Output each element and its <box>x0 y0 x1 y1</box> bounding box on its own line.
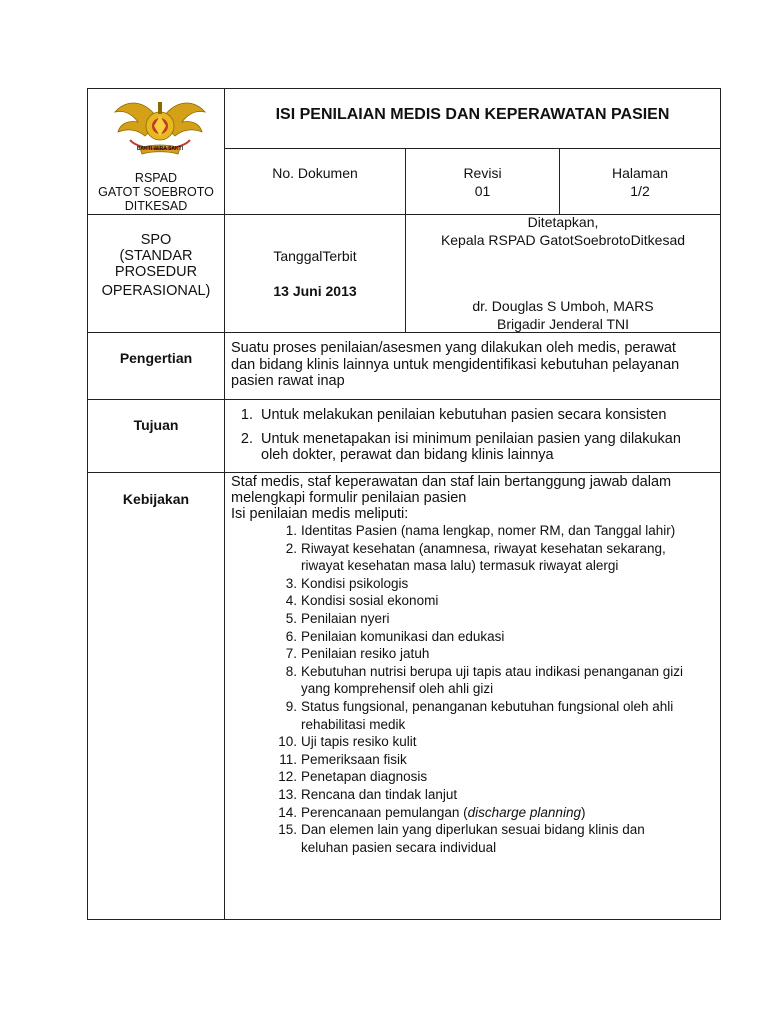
kebijakan-item <box>277 522 717 540</box>
kebijakan-item-number: 1. <box>285 523 297 538</box>
kebijakan-item-number: 8. <box>285 663 297 679</box>
kebijakan-item <box>277 663 717 698</box>
kebijakan-intro-line2: melengkapi formulir penilaian pasien <box>231 490 467 506</box>
kebijakan-item <box>277 540 717 575</box>
kebijakan-item-text: Identitas Pasien (nama lengkap, nomer RM, dan Tanggal lahir) <box>301 523 676 538</box>
column-divider <box>224 88 225 920</box>
document-title: ISI PENILAIAN MEDIS DAN KEPERAWATAN PASIEN <box>275 106 670 123</box>
kebijakan-item-number: 12. <box>278 769 297 785</box>
kebijakan-intro-line1: Staf medis, staf keperawatan dan staf lain bertanggung jawab dalam <box>231 474 672 490</box>
kebijakan-item <box>277 698 717 733</box>
rspad-logo-icon <box>110 92 210 164</box>
pengertian-text-line3: pasien rawat inap <box>231 373 345 389</box>
kebijakan-item <box>277 821 717 856</box>
spo-line2: (STANDAR <box>119 248 193 264</box>
org-name-line3: DITKESAD <box>124 199 188 213</box>
kebijakan-item <box>277 786 717 804</box>
org-name-line1: RSPAD <box>134 171 178 185</box>
column-divider <box>559 148 560 215</box>
tanggal-terbit-label: TanggalTerbit <box>273 248 357 264</box>
kebijakan-item-text-cont: yang komprehensif oleh ahli gizi <box>301 681 494 697</box>
row-divider <box>87 399 721 400</box>
kebijakan-item-text: Uji tapis resiko kulit <box>301 734 417 750</box>
kebijakan-item <box>277 768 717 786</box>
kebijakan-item-text-cont: keluhan pasien secara individual <box>301 839 497 855</box>
kebijakan-item-text-cont: riwayat kesehatan masa lalu) termasuk riwayat alergi <box>301 558 619 574</box>
spo-line1: SPO <box>140 232 172 248</box>
spo-line4: OPERASIONAL) <box>101 283 211 299</box>
kebijakan-intro-line3: Isi penilaian medis meliputi: <box>231 506 409 522</box>
kebijakan-item <box>277 645 717 663</box>
row-divider <box>224 148 721 149</box>
kebijakan-item-number: 2. <box>285 540 297 556</box>
pengertian-text-line2: dan bidang klinis lainnya untuk mengidentifikasi kebutuhan pelayanan <box>231 357 680 373</box>
row-divider <box>87 472 721 473</box>
signer-name: dr. Douglas S Umboh, MARS <box>472 298 654 314</box>
table-border-top <box>87 88 721 89</box>
kebijakan-item-number: 6. <box>285 628 297 644</box>
kebijakan-item-number: 14. <box>278 804 297 820</box>
revisi-label: Revisi <box>463 165 502 181</box>
kebijakan-item <box>277 751 717 769</box>
spo-line3: PROSEDUR <box>114 264 198 280</box>
table-border-bottom <box>87 919 721 920</box>
kebijakan-item <box>277 592 717 610</box>
kebijakan-item-text: Status fungsional, penanganan kebutuhan fungsional oleh ahli <box>301 698 674 714</box>
kebijakan-item-number: 15. <box>278 822 297 838</box>
kebijakan-label: Kebijakan <box>122 491 190 507</box>
halaman-label: Halaman <box>611 165 669 181</box>
kebijakan-item <box>277 575 717 593</box>
kebijakan-item-text: Penilaian nyeri <box>301 610 390 626</box>
kepala-text: Kepala RSPAD GatotSoebrotoDitkesad <box>440 232 686 248</box>
tujuan-item: 1. Untuk melakukan penilaian kebutuhan pasien secara konsisten <box>240 407 667 423</box>
kebijakan-item-number: 7. <box>285 646 297 662</box>
kebijakan-item-after: ) <box>580 804 586 820</box>
tanggal-terbit-value: 13 Juni 2013 <box>273 283 357 299</box>
kebijakan-item-text: Dan elemen lain yang diperlukan sesuai bidang klinis dan <box>301 822 645 838</box>
ditetapkan-text: Ditetapkan, <box>527 214 599 230</box>
kebijakan-item-text: Penetapan diagnosis <box>301 769 428 785</box>
kebijakan-item-number: 4. <box>285 593 297 609</box>
tujuan-label: Tujuan <box>133 417 179 433</box>
kebijakan-item <box>277 804 717 822</box>
kebijakan-item <box>277 628 717 646</box>
pengertian-label: Pengertian <box>119 350 193 366</box>
kebijakan-item-text: Penilaian komunikasi dan edukasi <box>301 628 505 644</box>
kebijakan-item-text: Kebutuhan nutrisi berupa uji tapis atau indikasi penanganan gizi <box>301 663 684 679</box>
tujuan-list <box>237 407 717 471</box>
kebijakan-item-text: Pemeriksaan fisik <box>301 751 407 767</box>
kebijakan-item-number: 11. <box>279 751 297 767</box>
tujuan-item: 2. Untuk menetapakan isi minimum penilaian pasien yang dilakukan oleh dokter, perawat dan bidang klinis lainnya <box>240 431 681 463</box>
kebijakan-item-text: Kondisi sosial ekonomi <box>301 593 439 609</box>
halaman-value: 1/2 <box>630 183 650 199</box>
kebijakan-item-number: 13. <box>278 786 297 802</box>
kebijakan-item-number: 3. <box>285 575 297 591</box>
table-border-right <box>720 88 721 920</box>
kebijakan-item-number: 9. <box>285 698 297 714</box>
kebijakan-item-text: Rencana dan tindak lanjut <box>301 786 458 802</box>
org-name-line2: GATOT SOEBROTO <box>98 185 214 199</box>
kebijakan-item-text: Kondisi psikologis <box>301 575 409 591</box>
kebijakan-list <box>277 522 717 856</box>
kebijakan-item-text: Penilaian resiko jatuh <box>301 646 430 662</box>
kebijakan-item-text: Riwayat kesehatan (anamnesa, riwayat kesehatan sekarang, <box>301 540 666 556</box>
signer-rank: Brigadir Jenderal TNI <box>496 316 630 332</box>
pengertian-text-line1: Suatu proses penilaian/asesmen yang dilakukan oleh medis, perawat <box>231 340 676 356</box>
kebijakan-item-number: 10. <box>278 734 297 750</box>
kebijakan-item <box>277 610 717 628</box>
row-divider <box>87 332 721 333</box>
kebijakan-item-text: Perencanaan pemulangan ( <box>301 804 468 820</box>
kebijakan-item <box>277 733 717 751</box>
revisi-value: 01 <box>474 183 491 199</box>
kebijakan-item-text-cont: rehabilitasi medik <box>301 716 406 732</box>
kebijakan-item-italic: discharge planning <box>467 804 581 820</box>
kebijakan-item-number: 5. <box>285 610 297 626</box>
logo-motto: BAKTI WIRA SAKTI <box>136 146 184 152</box>
no-dokumen-label: No. Dokumen <box>272 165 358 181</box>
